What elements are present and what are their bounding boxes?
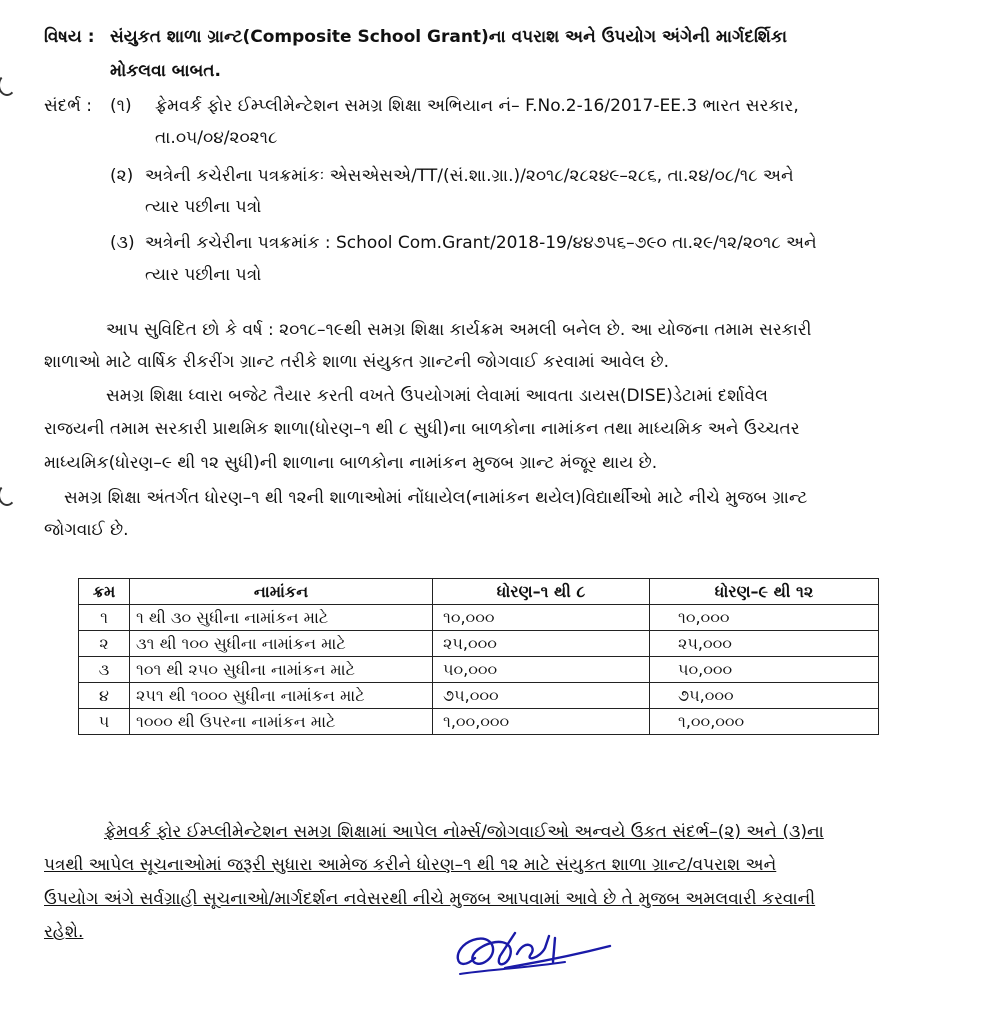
cell-grant-9-12: ૧,૦૦,૦૦૦ bbox=[650, 709, 879, 735]
cell-enrolment: ૧૦૦૦ થી ઉપરના નામાંકન માટે bbox=[130, 709, 433, 735]
punch-hole-mark bbox=[0, 74, 16, 96]
reference-3-line-1: અત્રેની કચેરીના પત્રક્રમાંક : School Com.Grant/2018-19/૪૪૭૫૬–૭૯૦ તા.૨૯/૧૨/૨૦૧૮ અને bbox=[145, 233, 817, 253]
paragraph-3-line-2: જોગવાઈ છે. bbox=[44, 520, 129, 540]
subject-line-2: મોકલવા બાબત. bbox=[110, 61, 221, 81]
table-row bbox=[79, 657, 879, 683]
cell-enrolment: ૧ થી ૩૦ સુધીના નામાંકન માટે bbox=[130, 605, 433, 631]
cell-serial: ૪ bbox=[79, 683, 130, 709]
cell-enrolment: ૨૫૧ થી ૧૦૦૦ સુધીના નામાંકન માટે bbox=[130, 683, 433, 709]
cell-grant-1-8: ૧,૦૦,૦૦૦ bbox=[433, 709, 650, 735]
table-row bbox=[79, 683, 879, 709]
reference-3-line-2: ત્યાર પછીના પત્રો bbox=[145, 265, 262, 285]
reference-3-num: (૩) bbox=[110, 233, 135, 253]
paragraph-3-line-1: સમગ્ર શિક્ષા અંતર્ગત ધોરણ–૧ થી ૧૨ની શાળાઓમાં નોંધાયેલ(નામાંકન થયેલ)વિદ્યાર્થીઓ માટે નીચે મુજબ ગ્રાન્ટ bbox=[64, 488, 808, 508]
table-row bbox=[79, 605, 879, 631]
paragraph-1-line-2: શાળાઓ માટે વાર્ષિક રીકરીંગ ગ્રાન્ટ તરીકે શાળા સંયુકત ગ્રાન્ટની જોગવાઈ કરવામાં આવેલ છે. bbox=[44, 352, 670, 372]
cell-enrolment: ૩૧ થી ૧૦૦ સુધીના નામાંકન માટે bbox=[130, 631, 433, 657]
table-header-row bbox=[79, 579, 879, 605]
header-serial: ક્રમ bbox=[79, 579, 130, 605]
grant-table bbox=[78, 578, 879, 735]
closing-line-3: ઉપયોગ અંગે સર્વગ્રાહી સૂચનાઓ/માર્ગદર્શન નવેસરથી નીચે મુજબ આપવામાં આવે છે તે મુજબ અમલવારી કરવાની bbox=[44, 889, 816, 909]
paragraph-2-line-3: માધ્યમિક(ધોરણ–૯ થી ૧૨ સુધી)ની શાળાના બાળકોના નામાંકન મુજબ ગ્રાન્ટ મંજૂર થાય છે. bbox=[44, 453, 658, 473]
cell-grant-9-12: ૫૦,૦૦૦ bbox=[650, 657, 879, 683]
cell-grant-1-8: ૫૦,૦૦૦ bbox=[433, 657, 650, 683]
cell-enrolment: ૧૦૧ થી ૨૫૦ સુધીના નામાંકન માટે bbox=[130, 657, 433, 683]
reference-2-line-2: ત્યાર પછીના પત્રો bbox=[145, 197, 262, 217]
cell-grant-1-8: ૧૦,૦૦૦ bbox=[433, 605, 650, 631]
paragraph-2-line-1: સમગ્ર શિક્ષા ધ્વારા બજેટ તૈયાર કરતી વખતે ઉપયોગમાં લેવામાં આવતા ડાયસ(DISE)ડેટામાં દર્શાવેલ bbox=[106, 386, 768, 406]
header-enrolment: નામાંકન bbox=[130, 579, 433, 605]
cell-serial: ૨ bbox=[79, 631, 130, 657]
reference-2-line-1: અત્રેની કચેરીના પત્રક્રમાંકઃ એસએસએ/TT/(સં.શા.ગ્રા.)/૨૦૧૮/૨૮૨૪૯–૨૮૬, તા.૨૪/૦૮/૧૮ અને bbox=[145, 166, 794, 186]
reference-1-num: (૧) bbox=[110, 96, 132, 116]
cell-grant-1-8: ૭૫,૦૦૦ bbox=[433, 683, 650, 709]
punch-hole-mark bbox=[0, 484, 16, 506]
reference-label: સંદર્ભ : bbox=[44, 96, 93, 116]
cell-serial: ૫ bbox=[79, 709, 130, 735]
cell-grant-9-12: ૨૫,૦૦૦ bbox=[650, 631, 879, 657]
paragraph-2-line-2: રાજયની તમામ સરકારી પ્રાથમિક શાળા(ધોરણ–૧ થી ૮ સુધી)ના બાળકોના નામાંકન તથા માધ્યમિક અને ઉચ્ચતર bbox=[44, 419, 800, 439]
header-std-9-12: ધોરણ–૯ થી ૧૨ bbox=[650, 579, 879, 605]
paragraph-1-line-1: આપ સુવિદિત છો કે વર્ષ : ૨૦૧૮–૧૯થી સમગ્ર શિક્ષા કાર્યક્રમ અમલી બનેલ છે. આ યોજના તમામ સરકારી bbox=[106, 320, 812, 340]
header-std-1-8: ધોરણ–૧ થી ૮ bbox=[433, 579, 650, 605]
cell-serial: ૩ bbox=[79, 657, 130, 683]
closing-line-1: ફ્રેમવર્ક ફોર ઈમ્પ્લીમેન્ટેશન સમગ્ર શિક્ષામાં આપેલ નોર્મ્સ/જોગવાઈઓ અન્વયે ઉકત સંદર્ભ–(૨) અને (૩)ના bbox=[104, 822, 824, 842]
signature-icon bbox=[445, 918, 615, 980]
table-row bbox=[79, 631, 879, 657]
subject-line-1: સંયુકત શાળા ગ્રાન્ટ(Composite School Grant)ના વપરાશ અને ઉપયોગ અંગેની માર્ગદર્શિકા bbox=[110, 27, 788, 47]
cell-grant-9-12: ૭૫,૦૦૦ bbox=[650, 683, 879, 709]
closing-line-4: રહેશે. bbox=[44, 922, 84, 942]
cell-grant-1-8: ૨૫,૦૦૦ bbox=[433, 631, 650, 657]
reference-2-num: (૨) bbox=[110, 166, 134, 186]
cell-serial: ૧ bbox=[79, 605, 130, 631]
table-row bbox=[79, 709, 879, 735]
cell-grant-9-12: ૧૦,૦૦૦ bbox=[650, 605, 879, 631]
closing-line-2: પત્રથી આપેલ સૂચનાઓમાં જરૂરી સુધારા આમેજ કરીને ધોરણ–૧ થી ૧૨ માટે સંયુકત શાળા ગ્રાન્ટ/વપરાશ અને bbox=[44, 855, 777, 875]
reference-1-line-2: તા.૦૫/૦૪/૨૦૨૧૮ bbox=[155, 128, 278, 148]
subject-label: વિષય : bbox=[44, 27, 95, 47]
reference-1-line-1: ફ્રેમવર્ક ફોર ઈમ્પ્લીમેન્ટેશન સમગ્ર શિક્ષા અભિયાન નં– F.No.2-16/2017-EE.3 ભારત સરકાર, bbox=[155, 96, 799, 116]
